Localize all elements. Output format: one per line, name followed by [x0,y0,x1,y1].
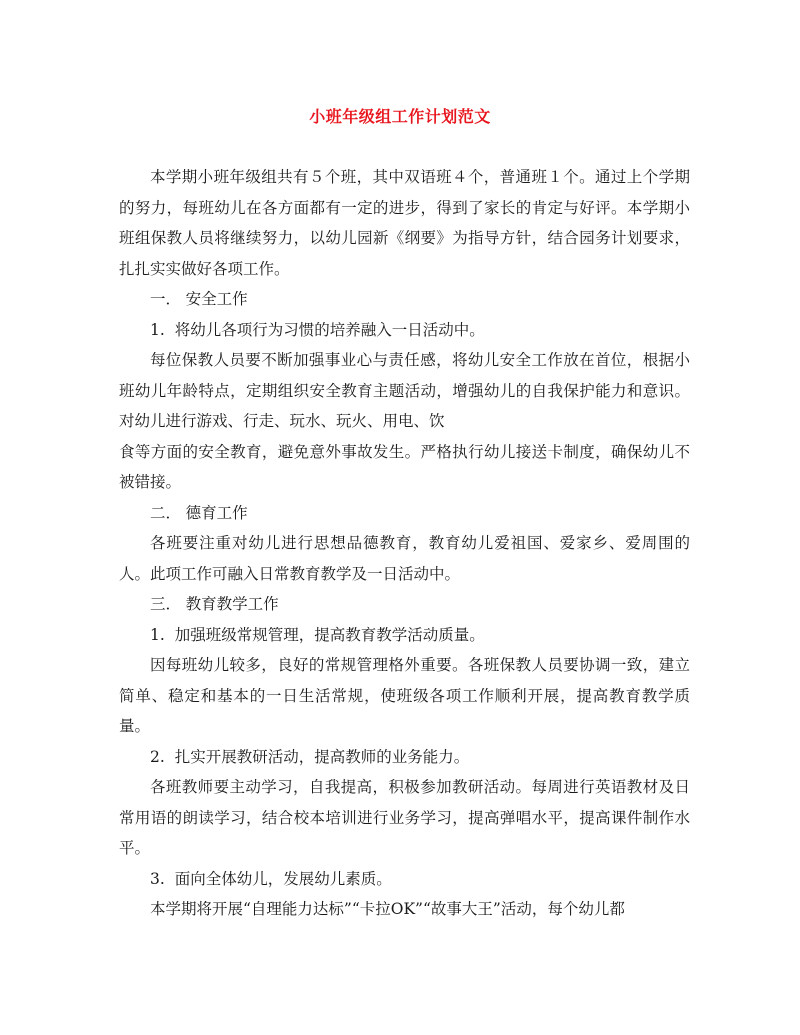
section-title: 安全工作 [185,290,248,308]
document-title: 小班年级组工作计划范文 [309,107,491,126]
section-title: 德育工作 [185,503,248,522]
moral-paragraph: 各班要注重对幼儿进行思想品德教育，教育幼儿爱祖国、爱家乡、爱周围的人。此项工作可融入日常教育教学及一日活动中。 [119,534,690,583]
safety-paragraph-2: 食等方面的安全教育，避免意外事故发生。严格执行幼儿接送卡制度，确保幼儿不被错接。 [119,442,690,491]
item-number: 1. [150,320,165,339]
section-title: 教育教学工作 [185,595,279,613]
item-number: 1. [150,625,165,644]
item-title: 面向全体幼儿，发展幼儿素质。 [174,869,392,888]
item-heading-habits [119,315,690,346]
section-number: 二． [150,503,182,522]
item-title: 将幼儿各项行为习惯的培养融入一日活动中。 [174,320,485,339]
item-heading-all-children [119,864,690,895]
document-body [119,162,690,925]
intro-paragraph: 本学期小班年级组共有５个班，其中双语班４个，普通班１个。通过上个学期的努力，每班幼儿在各方面都有一定的进步，得到了家长的肯定与好评。本学期小班组保教人员将继续努力，以幼儿园新《纲要》为指导方针，结合园务计划要求，扎扎实实做好各项工作。 [119,168,690,278]
item-title: 扎实开展教研活动，提高教师的业务能力。 [174,747,470,766]
item-heading-research [119,742,690,773]
item-title: 加强班级常规管理，提高教育教学活动质量。 [174,625,485,644]
item-number: 3. [150,869,165,888]
section-heading-moral [119,498,690,529]
section-number: 一． [150,290,182,308]
section-heading-teaching [119,589,690,620]
activities-paragraph: 本学期将开展“自理能力达标”“卡拉OK”“故事大王”活动，每个幼儿都 [150,900,625,918]
item-number: 2. [150,747,165,766]
section-number: 三． [150,595,182,613]
routine-paragraph: 因每班幼儿较多，良好的常规管理格外重要。各班保教人员要协调一致，建立简单、稳定和基本的一日生活常规，使班级各项工作顺利开展，提高教育教学质量。 [119,656,690,735]
research-paragraph: 各班教师要主动学习，自我提高，积极参加教研活动。每周进行英语教材及日常用语的朗读学习，结合校本培训进行业务学习，提高弹唱水平，提高课件制作水平。 [119,778,690,857]
section-heading-safety [119,284,690,315]
safety-paragraph-1: 每位保教人员要不断加强事业心与责任感，将幼儿安全工作放在首位，根据小班幼儿年龄特点，定期组织安全教育主题活动，增强幼儿的自我保护能力和意识。对幼儿进行游戏、行走、玩水、玩火、用电、饮 [119,351,690,430]
item-heading-routine [119,620,690,651]
